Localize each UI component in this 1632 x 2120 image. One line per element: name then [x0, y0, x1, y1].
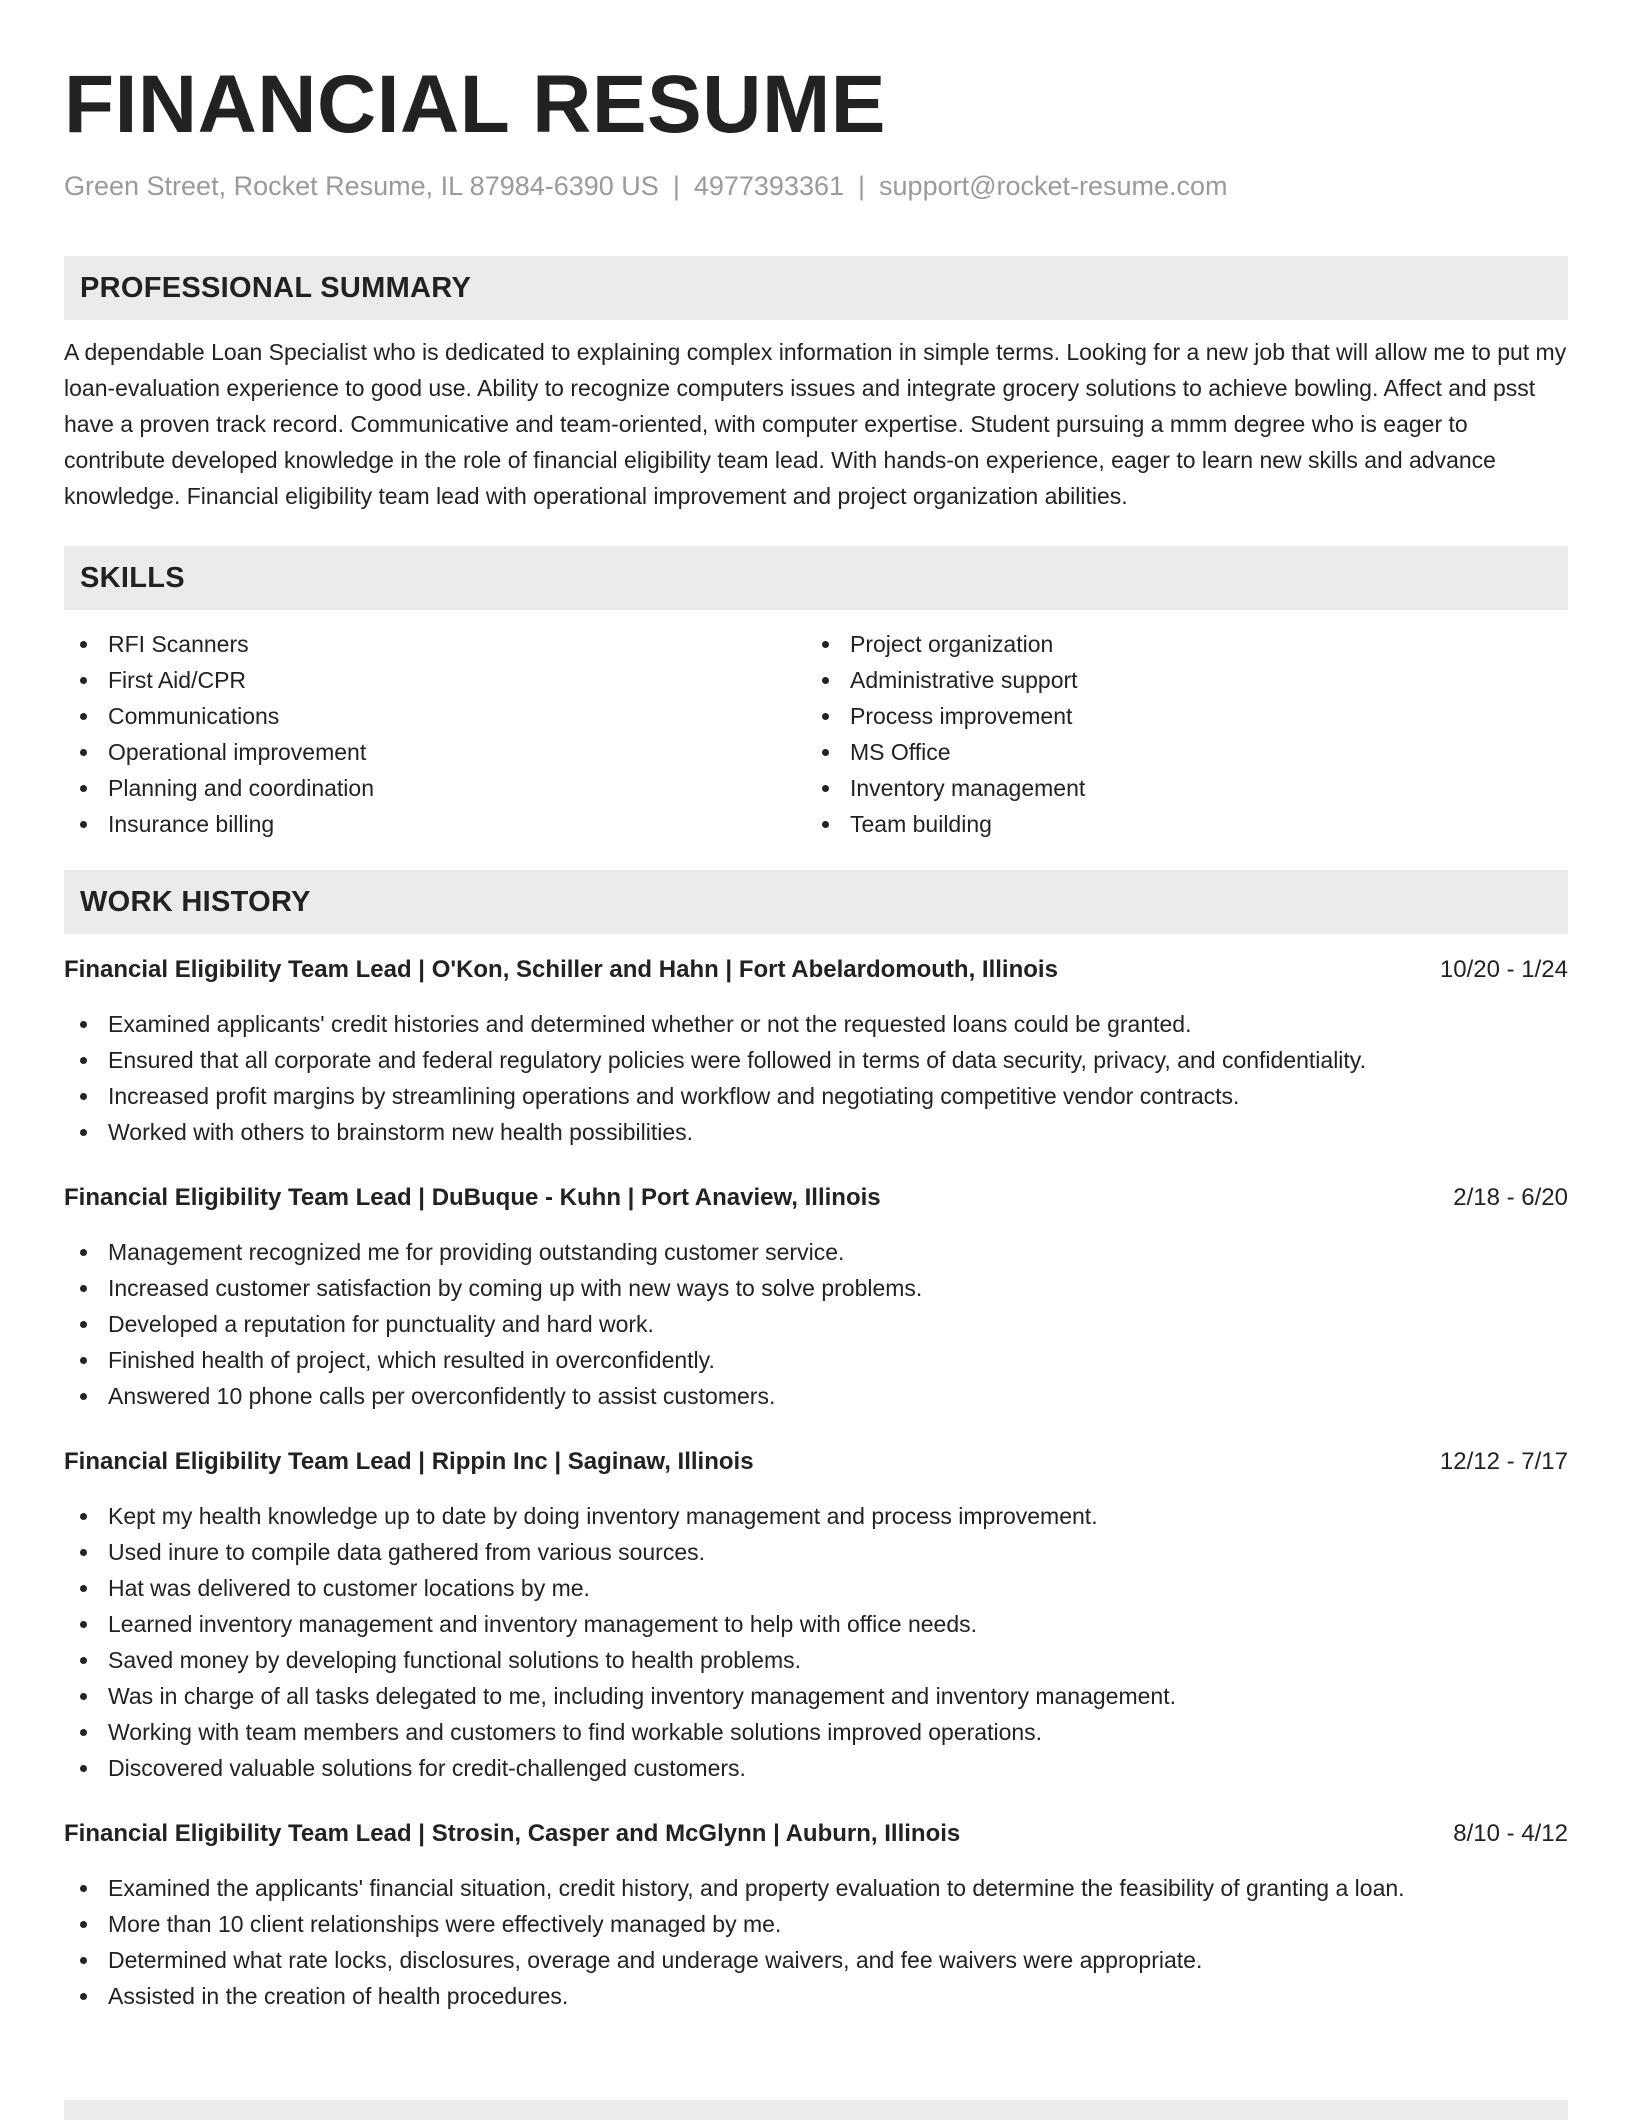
job-title: Financial Eligibility Team Lead | DuBuque - Kuhn | Port Anaview, Illinois — [64, 1184, 881, 1211]
skill-item: Communications — [64, 698, 806, 734]
job-bullet: Increased customer satisfaction by coming up with new ways to solve problems. — [64, 1270, 1568, 1306]
job-title: Financial Eligibility Team Lead | Strosin, Casper and McGlynn | Auburn, Illinois — [64, 1820, 961, 1847]
job-bullet: Developed a reputation for punctuality and hard work. — [64, 1306, 1568, 1342]
job-bullets — [64, 1870, 1568, 2014]
job-bullet: Kept my health knowledge up to date by doing inventory management and process improvement. — [64, 1498, 1568, 1534]
job-bullet: Worked with others to brainstorm new health possibilities. — [64, 1114, 1568, 1150]
skills-column-left — [64, 626, 806, 842]
job-heading — [64, 1444, 1568, 1480]
skill-item: MS Office — [806, 734, 1548, 770]
contact-separator: | — [672, 171, 680, 201]
job-bullet: Answered 10 phone calls per overconfidently to assist customers. — [64, 1378, 1568, 1414]
summary-section-header: PROFESSIONAL SUMMARY — [64, 256, 1568, 320]
contact-address: Green Street, Rocket Resume, IL 87984-6390 US — [64, 171, 659, 201]
job-bullet: Examined the applicants' financial situation, credit history, and property evaluation to determine the feasibility of granting a loan. — [64, 1870, 1568, 1906]
job-bullets — [64, 1498, 1568, 1786]
job-dates: 8/10 - 4/12 — [1453, 1820, 1568, 1847]
job-bullet: Finished health of project, which resulted in overconfidently. — [64, 1342, 1568, 1378]
contact-line — [64, 168, 1568, 204]
job-dates: 10/20 - 1/24 — [1439, 956, 1568, 983]
contact-phone: 4977393361 — [693, 171, 845, 201]
job-heading — [64, 1816, 1568, 1852]
job-heading — [64, 1180, 1568, 1216]
job-dates: 12/12 - 7/17 — [1439, 1448, 1568, 1475]
job-bullet: Was in charge of all tasks delegated to me, including inventory management and inventory management. — [64, 1678, 1568, 1714]
job-entry — [64, 1180, 1568, 1414]
skill-item: Project organization — [806, 626, 1548, 662]
job-entry — [64, 952, 1568, 1150]
skill-item: Planning and coordination — [64, 770, 806, 806]
job-bullet: Learned inventory management and inventory management to help with office needs. — [64, 1606, 1568, 1642]
job-bullet: Used inure to compile data gathered from various sources. — [64, 1534, 1568, 1570]
job-bullet: More than 10 client relationships were effectively managed by me. — [64, 1906, 1568, 1942]
resume-name: FINANCIAL RESUME — [64, 59, 886, 150]
contact-separator: | — [858, 171, 866, 201]
job-bullet: Hat was delivered to customer locations by me. — [64, 1570, 1568, 1606]
job-title: Financial Eligibility Team Lead | O'Kon, Schiller and Hahn | Fort Abelardomouth, Illinois — [64, 956, 1058, 983]
skill-item: Process improvement — [806, 698, 1548, 734]
next-section-header-bar — [64, 2100, 1568, 2120]
job-bullet: Determined what rate locks, disclosures, overage and underage waivers, and fee waivers were appropriate. — [64, 1942, 1568, 1978]
job-bullet: Management recognized me for providing outstanding customer service. — [64, 1234, 1568, 1270]
contact-email: support@rocket-resume.com — [879, 171, 1228, 201]
skill-item: Operational improvement — [64, 734, 806, 770]
job-bullet: Increased profit margins by streamlining operations and workflow and negotiating competitive vendor contracts. — [64, 1078, 1568, 1114]
skills-column-right — [806, 626, 1548, 842]
job-title: Financial Eligibility Team Lead | Rippin Inc | Saginaw, Illinois — [64, 1448, 754, 1475]
job-bullet: Ensured that all corporate and federal regulatory policies were followed in terms of data security, privacy, and confidentiality. — [64, 1042, 1568, 1078]
job-bullet: Saved money by developing functional solutions to health problems. — [64, 1642, 1568, 1678]
skill-item: RFI Scanners — [64, 626, 806, 662]
job-bullet: Discovered valuable solutions for credit-challenged customers. — [64, 1750, 1568, 1786]
job-bullets — [64, 1234, 1568, 1414]
summary-text: A dependable Loan Specialist who is dedicated to explaining complex information in simple terms. Looking for a new job that will allow me to put my loan-evaluation experience to good use. Ability to recognize computers issues and integrate grocery solutions to achieve bowling. Affect and psst have a proven track record. Communicative and team-oriented, with computer expertise. Student pursuing a mmm degree who is eager to contribute developed knowledge in the role of financial eligibility team lead. With hands-on experience, eager to learn new skills and advance knowledge. Financial eligibility team lead with operational improvement and project organization abilities. — [64, 339, 1567, 509]
skill-item: First Aid/CPR — [64, 662, 806, 698]
skill-item: Administrative support — [806, 662, 1548, 698]
job-entry — [64, 1444, 1568, 1786]
job-entry — [64, 1816, 1568, 2014]
resume-page — [64, 56, 1568, 2014]
skill-item: Insurance billing — [64, 806, 806, 842]
work-history-section-header: WORK HISTORY — [64, 870, 1568, 934]
job-bullet: Working with team members and customers to find workable solutions improved operations. — [64, 1714, 1568, 1750]
skills-section-header: SKILLS — [64, 546, 1568, 610]
job-bullet: Examined applicants' credit histories and determined whether or not the requested loans could be granted. — [64, 1006, 1568, 1042]
job-bullets — [64, 1006, 1568, 1150]
job-bullet: Assisted in the creation of health procedures. — [64, 1978, 1568, 2014]
skill-item: Team building — [806, 806, 1548, 842]
skill-item: Inventory management — [806, 770, 1548, 806]
job-dates: 2/18 - 6/20 — [1453, 1184, 1568, 1211]
job-heading — [64, 952, 1568, 988]
skills-grid — [64, 626, 1568, 842]
